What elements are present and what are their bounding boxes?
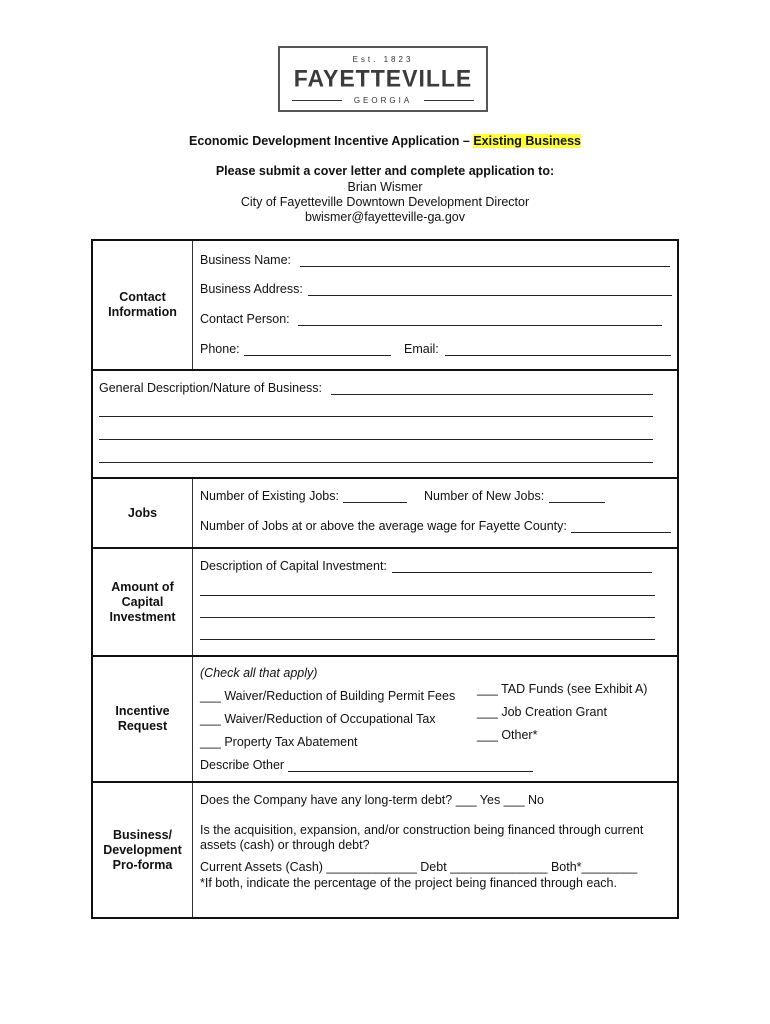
phone-label: Phone: [200, 342, 240, 356]
general-description-label: General Description/Nature of Business: [99, 381, 323, 395]
financing-question-line1: Is the acquisition, expansion, and/or construction being financed through current [200, 823, 644, 837]
option-property-tax[interactable]: ___ Property Tax Abatement [200, 735, 358, 749]
phone-field[interactable] [244, 355, 391, 356]
capital-description-field-2[interactable] [200, 595, 655, 596]
option-tad-funds[interactable]: ___ TAD Funds (see Exhibit A) [477, 682, 648, 696]
option-occupational-tax[interactable]: ___ Waiver/Reduction of Occupational Tax [200, 712, 436, 726]
business-name-label: Business Name: [200, 253, 292, 267]
application-form [91, 239, 679, 919]
current-assets-line[interactable]: Current Assets (Cash) _____________ Debt ______________ Both*________ [200, 860, 638, 874]
business-name-field[interactable] [300, 266, 670, 267]
describe-other-label: Describe Other [200, 758, 285, 772]
general-description-field-2[interactable] [99, 416, 653, 417]
title-highlight: Existing Business [473, 134, 581, 148]
incentive-section [93, 657, 677, 783]
page-title [0, 134, 770, 148]
describe-other-field[interactable] [288, 771, 533, 772]
check-all-note: (Check all that apply) [200, 666, 318, 680]
financing-question-line2: assets (cash) or through debt? [200, 838, 370, 852]
average-wage-jobs-label: Number of Jobs at or above the average wage for Fayette County: [200, 519, 567, 533]
contact-label: Contact Information [93, 241, 193, 369]
new-jobs-label: Number of New Jobs: [424, 489, 545, 503]
contact-person-label: Contact Person: [200, 312, 290, 326]
incentive-label: Incentive Request [93, 657, 193, 781]
jobs-label: Jobs [93, 479, 193, 547]
proforma-label: Business/ Development Pro-forma [93, 783, 193, 917]
title-main: Economic Development Incentive Application – [188, 134, 474, 148]
logo-rule-right [424, 100, 474, 101]
new-jobs-field[interactable] [549, 502, 605, 503]
email-label: Email: [404, 342, 439, 356]
jobs-section [93, 479, 677, 549]
general-description-field-1[interactable] [331, 394, 653, 395]
both-note: *If both, indicate the percentage of the project being financed through each. [200, 876, 617, 890]
submit-line: Please submit a cover letter and complete application to: [215, 164, 555, 178]
contact-name: Brian Wismer [347, 180, 423, 194]
existing-jobs-label: Number of Existing Jobs: [200, 489, 339, 503]
average-wage-jobs-field[interactable] [571, 532, 671, 533]
capital-label: Amount of Capital Investment [93, 549, 193, 655]
capital-description-field-1[interactable] [392, 572, 652, 573]
logo-est: Est. 1823 [352, 55, 414, 64]
debt-question[interactable]: Does the Company have any long-term debt? ___ Yes ___ No [200, 793, 544, 807]
general-description-field-4[interactable] [99, 462, 653, 463]
contact-person-field[interactable] [298, 325, 662, 326]
city-logo [278, 46, 488, 112]
logo-name: FAYETTEVILLE [293, 64, 473, 92]
general-section [93, 371, 677, 479]
contact-title: City of Fayetteville Downtown Development Director [240, 195, 530, 209]
general-description-field-3[interactable] [99, 439, 653, 440]
existing-jobs-field[interactable] [343, 502, 407, 503]
contact-section [93, 241, 677, 371]
contact-email: bwismer@fayetteville-ga.gov [305, 210, 465, 224]
capital-description-field-4[interactable] [200, 639, 655, 640]
proforma-section [93, 783, 677, 917]
capital-description-field-3[interactable] [200, 617, 655, 618]
business-address-field[interactable] [308, 295, 672, 296]
option-job-creation[interactable]: ___ Job Creation Grant [477, 705, 607, 719]
capital-section [93, 549, 677, 657]
option-other[interactable]: ___ Other* [477, 728, 538, 742]
email-field[interactable] [445, 355, 671, 356]
business-address-label: Business Address: [200, 282, 303, 296]
logo-state: GEORGIA [353, 96, 413, 105]
option-building-permit[interactable]: ___ Waiver/Reduction of Building Permit Fees [200, 689, 456, 703]
capital-description-label: Description of Capital Investment: [200, 559, 387, 573]
